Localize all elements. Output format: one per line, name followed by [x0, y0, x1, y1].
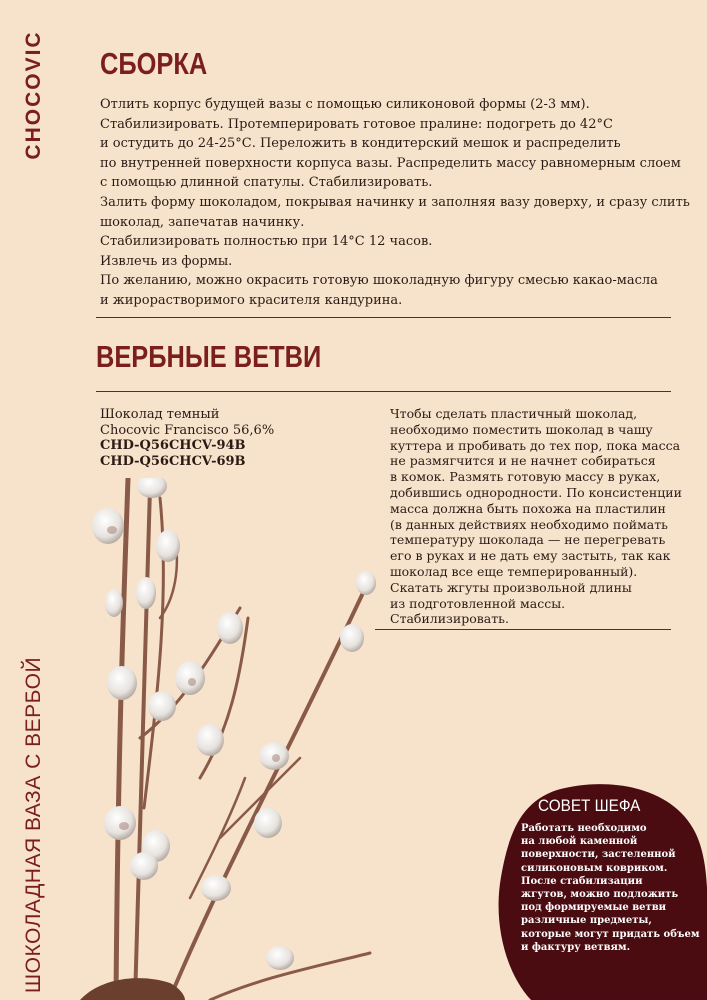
method-line: Скатать жгуты произвольной длины: [390, 579, 632, 595]
tip-line: После стабилизации: [521, 875, 643, 887]
assembly-line: с помощью длинной спатулы. Стабилизировать.: [100, 175, 433, 191]
side-title: [14, 656, 54, 994]
tip-line: на любой каменной: [521, 836, 638, 848]
assembly-line: Залить форму шоколадом, покрывая начинку и заполняя вазу доверху, и сразу слить: [100, 194, 690, 210]
willow-method-text: [390, 406, 682, 627]
method-line: температуру шоколада — не перегревать: [390, 532, 666, 548]
tip-line: Работать необходимо: [521, 823, 647, 834]
method-line: куттера и пробивать до тех пор, пока масса: [390, 437, 681, 453]
assembly-line: Извлечь из формы.: [100, 253, 233, 269]
tip-line: и фактуру ветвям.: [521, 941, 631, 953]
tip-line: жгутов, можно подложить: [521, 889, 679, 901]
product-code: CHD-Q56CHCV-94B: [100, 438, 246, 453]
assembly-line: Отлить корпус будущей вазы с помощью силиконовой формы (2-3 мм).: [100, 97, 590, 112]
method-line: Чтобы сделать пластичный шоколад,: [390, 406, 638, 421]
method-line: шоколад все еще темперированный).: [390, 563, 638, 579]
method-line: его в руках и не дать ему застыть, так как: [390, 548, 671, 564]
assembly-heading: СБОРКА: [100, 46, 208, 81]
method-line: необходимо поместить шоколад в чашу: [390, 421, 653, 437]
assembly-line: по внутренней поверхности корпуса вазы. Распределить массу равномерным слоем: [100, 155, 681, 171]
tip-line: различные предметы,: [521, 915, 652, 927]
method-line: не размягчится и не начнет собираться: [390, 453, 656, 469]
assembly-line: шоколад, запечатав начинку.: [100, 214, 305, 230]
ingredient-name: Шоколад темный: [100, 407, 220, 422]
section-divider: [96, 317, 671, 318]
assembly-line: Стабилизировать полностью при 14°С 12 часов.: [100, 234, 433, 250]
brand-logo: [14, 30, 54, 160]
assembly-line: Стабилизировать. Протемперировать готовое пралине: подогреть до 42°С: [100, 116, 613, 132]
willow-heading: ВЕРБНЫЕ ВЕТВИ: [96, 339, 322, 374]
method-line: в комок. Размять готовую массу в руках,: [390, 469, 661, 485]
side-title-text: ШОКОЛАДНАЯ ВАЗА С ВЕРБОЙ: [22, 656, 45, 994]
product-code: CHD-Q56CHCV-69B: [100, 453, 246, 469]
willow-branches-photo: [80, 478, 377, 1000]
section-divider: [96, 391, 671, 392]
method-line: Стабилизировать.: [390, 611, 509, 627]
tip-line: под формируемые ветви: [521, 902, 667, 914]
method-line: добившись однородности. По консистенции: [390, 484, 682, 500]
ingredient-product: Chocovic Francisco 56,6%: [100, 422, 275, 438]
assembly-line: и остудить до 24-25°С. Переложить в кондитерский мешок и распределить: [100, 136, 621, 152]
assembly-line: По желанию, можно окрасить готовую шоколадную фигуру смесью какао-масла: [100, 273, 658, 289]
method-divider: [375, 629, 671, 630]
brand-text: CHOCOVIC: [22, 30, 45, 160]
tip-line: поверхности, застеленной: [521, 849, 676, 861]
chef-tip-title: СОВЕТ ШЕФА: [538, 796, 641, 815]
tip-line: которые могут придать объем: [521, 928, 700, 940]
method-line: из подготовленной массы.: [390, 595, 566, 611]
assembly-text: [100, 95, 690, 311]
method-line: (в данных действиях необходимо поймать: [390, 516, 668, 532]
chef-tip-text: [521, 822, 700, 954]
ingredients-block: [100, 407, 274, 469]
method-line: масса должна быть похожа на пластилин: [390, 500, 666, 516]
tip-line: силиконовым ковриком.: [521, 862, 668, 874]
assembly-line: и жирорастворимого красителя кандурина.: [100, 292, 403, 308]
